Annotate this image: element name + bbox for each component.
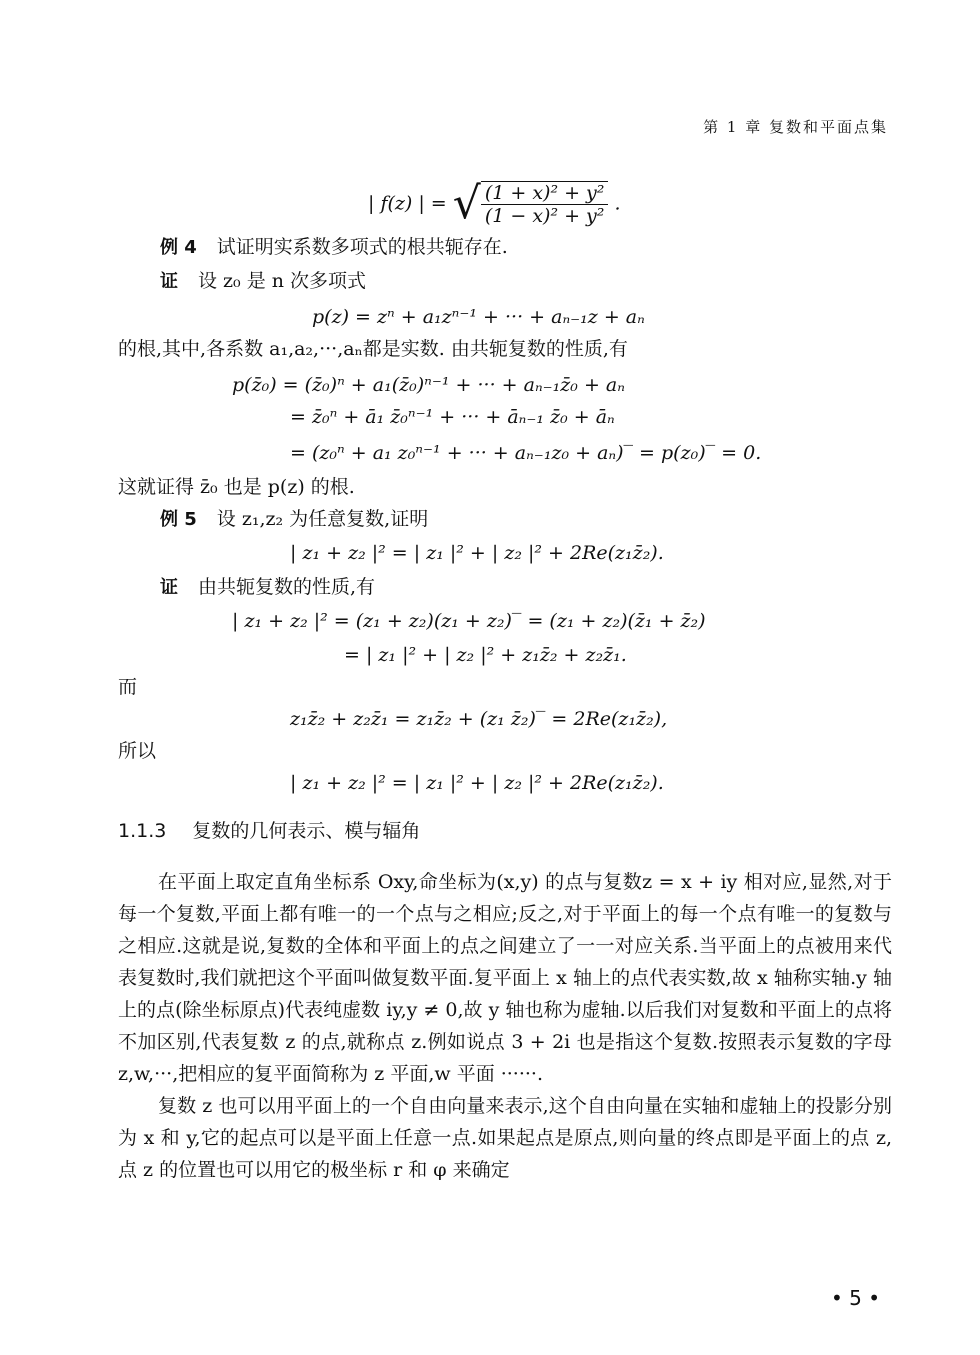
equation-lhs: | f(z) | = bbox=[368, 192, 447, 215]
fraction-numerator: (1 + x)² + y² bbox=[481, 182, 609, 206]
text-er: 而 bbox=[118, 676, 138, 698]
equation-final: | z₁ + z₂ |² = | z₁ |² + | z₂ |² + 2Re(z₁z̄₂). bbox=[290, 772, 664, 794]
paragraph: 复数 z 也可以用平面上的一个自由向量来表示,这个自由向量在实轴和虚轴上的投影分别为 x 和 y,它的起点可以是平面上任意一点.如果起点是原点,则向量的终点即是平面上的点 z,点 z 的位置也可以用它的极坐标 r 和 φ 来确定 bbox=[118, 1095, 892, 1181]
equation-conj-2: = z̄₀ⁿ + ā₁ z̄₀ⁿ⁻¹ + ··· + āₙ₋₁ z̄₀ + āₙ bbox=[290, 406, 615, 428]
sqrt-expression bbox=[453, 178, 609, 231]
body-text bbox=[118, 866, 892, 1186]
equation-end: . bbox=[614, 192, 621, 215]
text-root: 的根,其中,各系数 a₁,a₂,···,aₙ都是实数. 由共轭复数的性质,有 bbox=[118, 338, 628, 360]
equation-conj-1: p(z̄₀) = (z̄₀)ⁿ + a₁(z̄₀)ⁿ⁻¹ + ··· + aₙ₋₁z̄₀ + aₙ bbox=[232, 374, 625, 396]
example-label: 例 5 bbox=[160, 509, 197, 530]
equation-modulus-f bbox=[368, 178, 621, 231]
equation-conj-3: = (z₀ⁿ + a₁ z₀ⁿ⁻¹ + ··· + aₙ₋₁z₀ + aₙ)‾ = p(z₀)‾ = 0. bbox=[290, 442, 762, 464]
text-suoyi: 所以 bbox=[118, 740, 157, 762]
proof-label: 证 bbox=[160, 577, 178, 598]
equation-proof-5b: = | z₁ |² + | z₂ |² + z₁z̄₂ + z₂z̄₁. bbox=[344, 644, 627, 666]
example-text: 设 z₁,z₂ 为任意复数,证明 bbox=[216, 508, 429, 530]
equation-proof-5a: | z₁ + z₂ |² = (z₁ + z₂)(z₁ + z₂)‾ = (z₁ + z₂)(z̄₁ + z̄₂) bbox=[232, 610, 706, 632]
proof-text: 由共轭复数的性质,有 bbox=[198, 576, 376, 598]
example-label: 例 4 bbox=[160, 237, 197, 258]
section-heading bbox=[118, 820, 420, 843]
example-5 bbox=[160, 508, 428, 531]
equation-er: z₁z̄₂ + z₂z̄₁ = z₁z̄₂ + (z₁ z̄₂)‾ = 2Re(z₁z̄₂), bbox=[290, 708, 668, 730]
proof-4 bbox=[160, 270, 366, 293]
radical-sign: √ bbox=[452, 178, 481, 229]
fraction-denominator: (1 − x)² + y² bbox=[484, 205, 605, 228]
section-number: 1.1.3 bbox=[118, 820, 167, 842]
proof-text: 设 z₀ 是 n 次多项式 bbox=[198, 270, 367, 292]
example-4 bbox=[160, 236, 508, 259]
equation-polynomial: p(z) = zⁿ + a₁zⁿ⁻¹ + ··· + aₙ₋₁z + aₙ bbox=[312, 306, 645, 328]
example-text: 试证明实系数多项式的根共轭存在. bbox=[216, 236, 508, 258]
equation-example-5: | z₁ + z₂ |² = | z₁ |² + | z₂ |² + 2Re(z₁z̄₂). bbox=[290, 542, 664, 564]
fraction bbox=[481, 181, 609, 229]
proof-label: 证 bbox=[160, 271, 178, 292]
text-hence: 这就证得 z̄₀ 也是 p(z) 的根. bbox=[118, 476, 355, 498]
section-title: 复数的几何表示、模与辐角 bbox=[192, 820, 421, 842]
running-header: 第 1 章 复数和平面点集 bbox=[703, 118, 888, 136]
paragraph: 在平面上取定直角坐标系 Oxy,命坐标为(x,y) 的点与复数z = x + iy 相对应,显然,对于每一个复数,平面上都有唯一的一个点与之相应;反之,对于平面上的每一个点有唯一的复数与之相应.这就是说,复数的全体和平面上的点之间建立了一一对应关系.当平面上的点被用来代表复数时,我们就把这个平面叫做复数平面.复平面上 x 轴上的点代表实数,故 x 轴称实轴.y 轴上的点(除坐标原点)代表纯虚数 iy,y ≠ 0,故 y 轴也称为虚轴.以后我们对复数和平面上的点将不加区别,代表复数 z 的点,就称点 z.例如说点 3 + 2i 也是指这个复数.按照表示复数的字母z,w,···,把相应的复平面简称为 z 平面,w 平面 ······. bbox=[118, 871, 892, 1085]
page-number: • 5 • bbox=[830, 1286, 880, 1310]
proof-5 bbox=[160, 576, 375, 599]
